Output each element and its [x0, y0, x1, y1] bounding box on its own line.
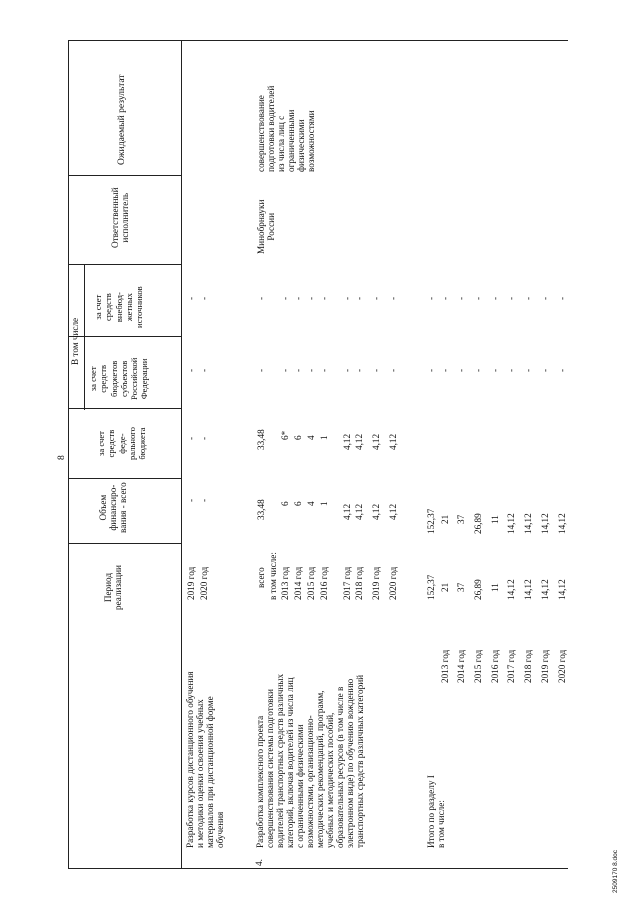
block-b-federal-4: 4: [306, 435, 316, 440]
block-b-period-8: 2019 год: [371, 566, 381, 600]
block-b-federal-0: 33,48: [256, 429, 266, 450]
block-b-volume-0: 33,48: [256, 499, 266, 520]
block-b-period-5: 2016 год: [319, 566, 329, 600]
block-c-extrabudget-9: -: [557, 296, 567, 300]
block-b-period-0: всего: [256, 567, 266, 588]
block-b-extrabudget-9: -: [388, 296, 398, 300]
header-row-divider-5: [68, 264, 182, 265]
block-b-period-3: 2014 год: [293, 566, 303, 600]
block-b-result: совершенствование подготовки водителей из числа лиц с ограниченными физическими возможностями: [256, 85, 316, 172]
block-b-volume-6: 4,12: [342, 503, 352, 520]
block-b-volume-2: 6: [280, 501, 290, 506]
header-volume: Объем финансиро- вания - всего: [98, 482, 128, 533]
block-c-regional-5: -: [490, 368, 500, 372]
header-federal: за счет средств феде- рального бюджета: [96, 427, 148, 460]
block-c-federal-0: 152,37: [426, 508, 436, 534]
table-top-border: [68, 40, 568, 41]
block-b-regional-5: -: [319, 368, 329, 372]
block-c-regional-9: -: [557, 368, 567, 372]
block-b-regional-8: -: [371, 368, 381, 372]
block-c-period-8: 2020 год: [557, 649, 567, 683]
block-b-regional-4: -: [306, 368, 316, 372]
block-c-volume-2: 21: [440, 582, 450, 592]
header-row-divider-4: [68, 336, 182, 337]
block-b-period-2: 2013 год: [280, 566, 290, 600]
block-a-regional-2: -: [199, 368, 209, 372]
block-c-volume-3: 37: [456, 582, 466, 592]
block-a-federal-2: -: [199, 436, 209, 440]
block-c-regional-8: -: [540, 368, 550, 372]
block-c-period-3: 2015 год: [473, 649, 483, 683]
block-c-period-4: 2016 год: [490, 649, 500, 683]
block-a-period-1: 2019 год: [186, 566, 196, 600]
block-b-extrabudget-5: -: [319, 296, 329, 300]
including-group-divider: [84, 264, 85, 410]
header-executor: Ответственный исполнитель: [110, 187, 130, 248]
block-a-extrabudget-2: -: [199, 296, 209, 300]
block-b-regional-2: -: [280, 368, 290, 372]
block-c-federal-6: 14,12: [506, 513, 516, 534]
header-row-divider-6: [68, 175, 182, 176]
block-b-period-7: 2018 год: [354, 566, 364, 600]
block-c-regional-4: -: [473, 368, 483, 372]
block-c-period-6: 2018 год: [523, 649, 533, 683]
block-b-executor: Минобрнауки России: [256, 199, 276, 254]
block-c-volume-6: 14,12: [506, 579, 516, 600]
block-b-extrabudget-3: -: [293, 296, 303, 300]
header-period: Период реализации: [103, 565, 123, 610]
block-c-name: Итого по разделу I в том числе:: [426, 775, 446, 848]
block-c-federal-5: 11: [490, 515, 500, 524]
block-b-extrabudget-0: -: [256, 296, 266, 300]
block-b-period-9: 2020 год: [388, 566, 398, 600]
block-c-extrabudget-6: -: [506, 296, 516, 300]
block-b-volume-4: 4: [306, 501, 316, 506]
block-c-regional-0: -: [426, 368, 436, 372]
block-c-period-1: 2013 год: [440, 649, 450, 683]
block-b-federal-5: 1: [319, 435, 329, 440]
block-c-volume-9: 14,12: [557, 579, 567, 600]
block-c-extrabudget-5: -: [490, 296, 500, 300]
header-row-divider-3: [68, 408, 182, 409]
block-b-federal-9: 4,12: [388, 433, 398, 450]
header-regional: за счет средств бюджетов субъектов Российской Федерации: [88, 357, 150, 400]
page-number: 8: [56, 455, 67, 460]
block-c-extrabudget-0: -: [426, 296, 436, 300]
block-c-volume-4: 26,89: [473, 579, 483, 600]
block-b-regional-9: -: [388, 368, 398, 372]
header-row-divider-2: [68, 478, 182, 479]
block-a-regional-1: -: [186, 368, 196, 372]
block-a-period-2: 2020 год: [199, 566, 209, 600]
block-b-volume-5: 1: [319, 501, 329, 506]
block-c-federal-8: 14,12: [540, 513, 550, 534]
block-b-regional-0: -: [256, 368, 266, 372]
block-c-volume-0: 152,37: [426, 574, 436, 600]
block-a-volume-1: -: [186, 498, 196, 502]
block-c-federal-7: 14,12: [523, 513, 533, 534]
block-b-period-6: 2017 год: [342, 566, 352, 600]
header-result: Ожидаемый результат: [116, 74, 127, 165]
block-c-federal-3: 37: [456, 514, 466, 524]
block-c-extrabudget-4: -: [473, 296, 483, 300]
block-b-federal-2: 6*: [280, 430, 290, 440]
block-c-period-5: 2017 год: [506, 649, 516, 683]
block-b-name: Разработка комплексного проекта совершенствования системы подготовки водителей транспортных средств различных категорий, включая водителей из числа лиц с ограниченными физическими возможностями, организационно- методических рекомендаций, программ, учебных и методических пособий, образовательных ресурсов (в том числе в электронном виде) по обучению вождению транспортных средств различных категорий: [255, 673, 365, 848]
block-c-federal-4: 26,89: [473, 513, 483, 534]
header-row-divider-1: [68, 543, 182, 544]
block-c-regional-6: -: [506, 368, 516, 372]
block-c-extrabudget-7: -: [523, 296, 533, 300]
block-b-extrabudget-4: -: [306, 296, 316, 300]
block-a-federal-1: -: [186, 436, 196, 440]
block-b-volume-3: 6: [293, 501, 303, 506]
block-b-volume-8: 4,12: [371, 503, 381, 520]
block-b-extrabudget-6: -: [342, 296, 352, 300]
block-c-volume-8: 14,12: [540, 579, 550, 600]
block-c-period-7: 2019 год: [540, 649, 550, 683]
block-b-number: 4.: [254, 859, 264, 866]
block-c-regional-2: -: [440, 368, 450, 372]
block-c-volume-5: 11: [490, 583, 500, 592]
block-b-extrabudget-8: -: [371, 296, 381, 300]
block-b-regional-7: -: [354, 368, 364, 372]
block-a-name: Разработка курсов дистанционного обучения и методики оценки освоения учебных материалов при дистанционной форме обучения: [185, 671, 225, 848]
block-b-regional-3: -: [293, 368, 303, 372]
block-a-volume-2: -: [199, 498, 209, 502]
block-b-federal-6: 4,12: [342, 433, 352, 450]
header-including: В том числе: [70, 317, 80, 365]
block-c-extrabudget-2: -: [440, 296, 450, 300]
block-c-federal-2: 21: [440, 514, 450, 524]
block-b-federal-3: 6: [293, 435, 303, 440]
block-b-federal-8: 4,12: [371, 433, 381, 450]
block-b-period-1: в том числе:: [268, 552, 278, 600]
block-b-regional-6: -: [342, 368, 352, 372]
block-c-period-2: 2014 год: [456, 649, 466, 683]
block-c-regional-7: -: [523, 368, 533, 372]
block-b-period-4: 2015 год: [306, 566, 316, 600]
block-c-regional-3: -: [456, 368, 466, 372]
header-separator-line: [181, 40, 182, 868]
footer-filename: 2509170 8.doc: [612, 849, 619, 893]
block-b-extrabudget-7: -: [354, 296, 364, 300]
block-b-volume-9: 4,12: [388, 503, 398, 520]
block-c-federal-9: 14,12: [557, 513, 567, 534]
block-c-extrabudget-8: -: [540, 296, 550, 300]
block-b-federal-7: 4,12: [354, 433, 364, 450]
table-left-border: [68, 40, 69, 868]
block-b-volume-7: 4,12: [354, 503, 364, 520]
header-extrabudget: за счет средств внебюд- жетных источников: [93, 286, 145, 328]
block-c-volume-7: 14,12: [523, 579, 533, 600]
table-bottom-border: [68, 868, 568, 869]
block-b-extrabudget-2: -: [280, 296, 290, 300]
block-c-extrabudget-3: -: [456, 296, 466, 300]
block-a-extrabudget-1: -: [186, 296, 196, 300]
